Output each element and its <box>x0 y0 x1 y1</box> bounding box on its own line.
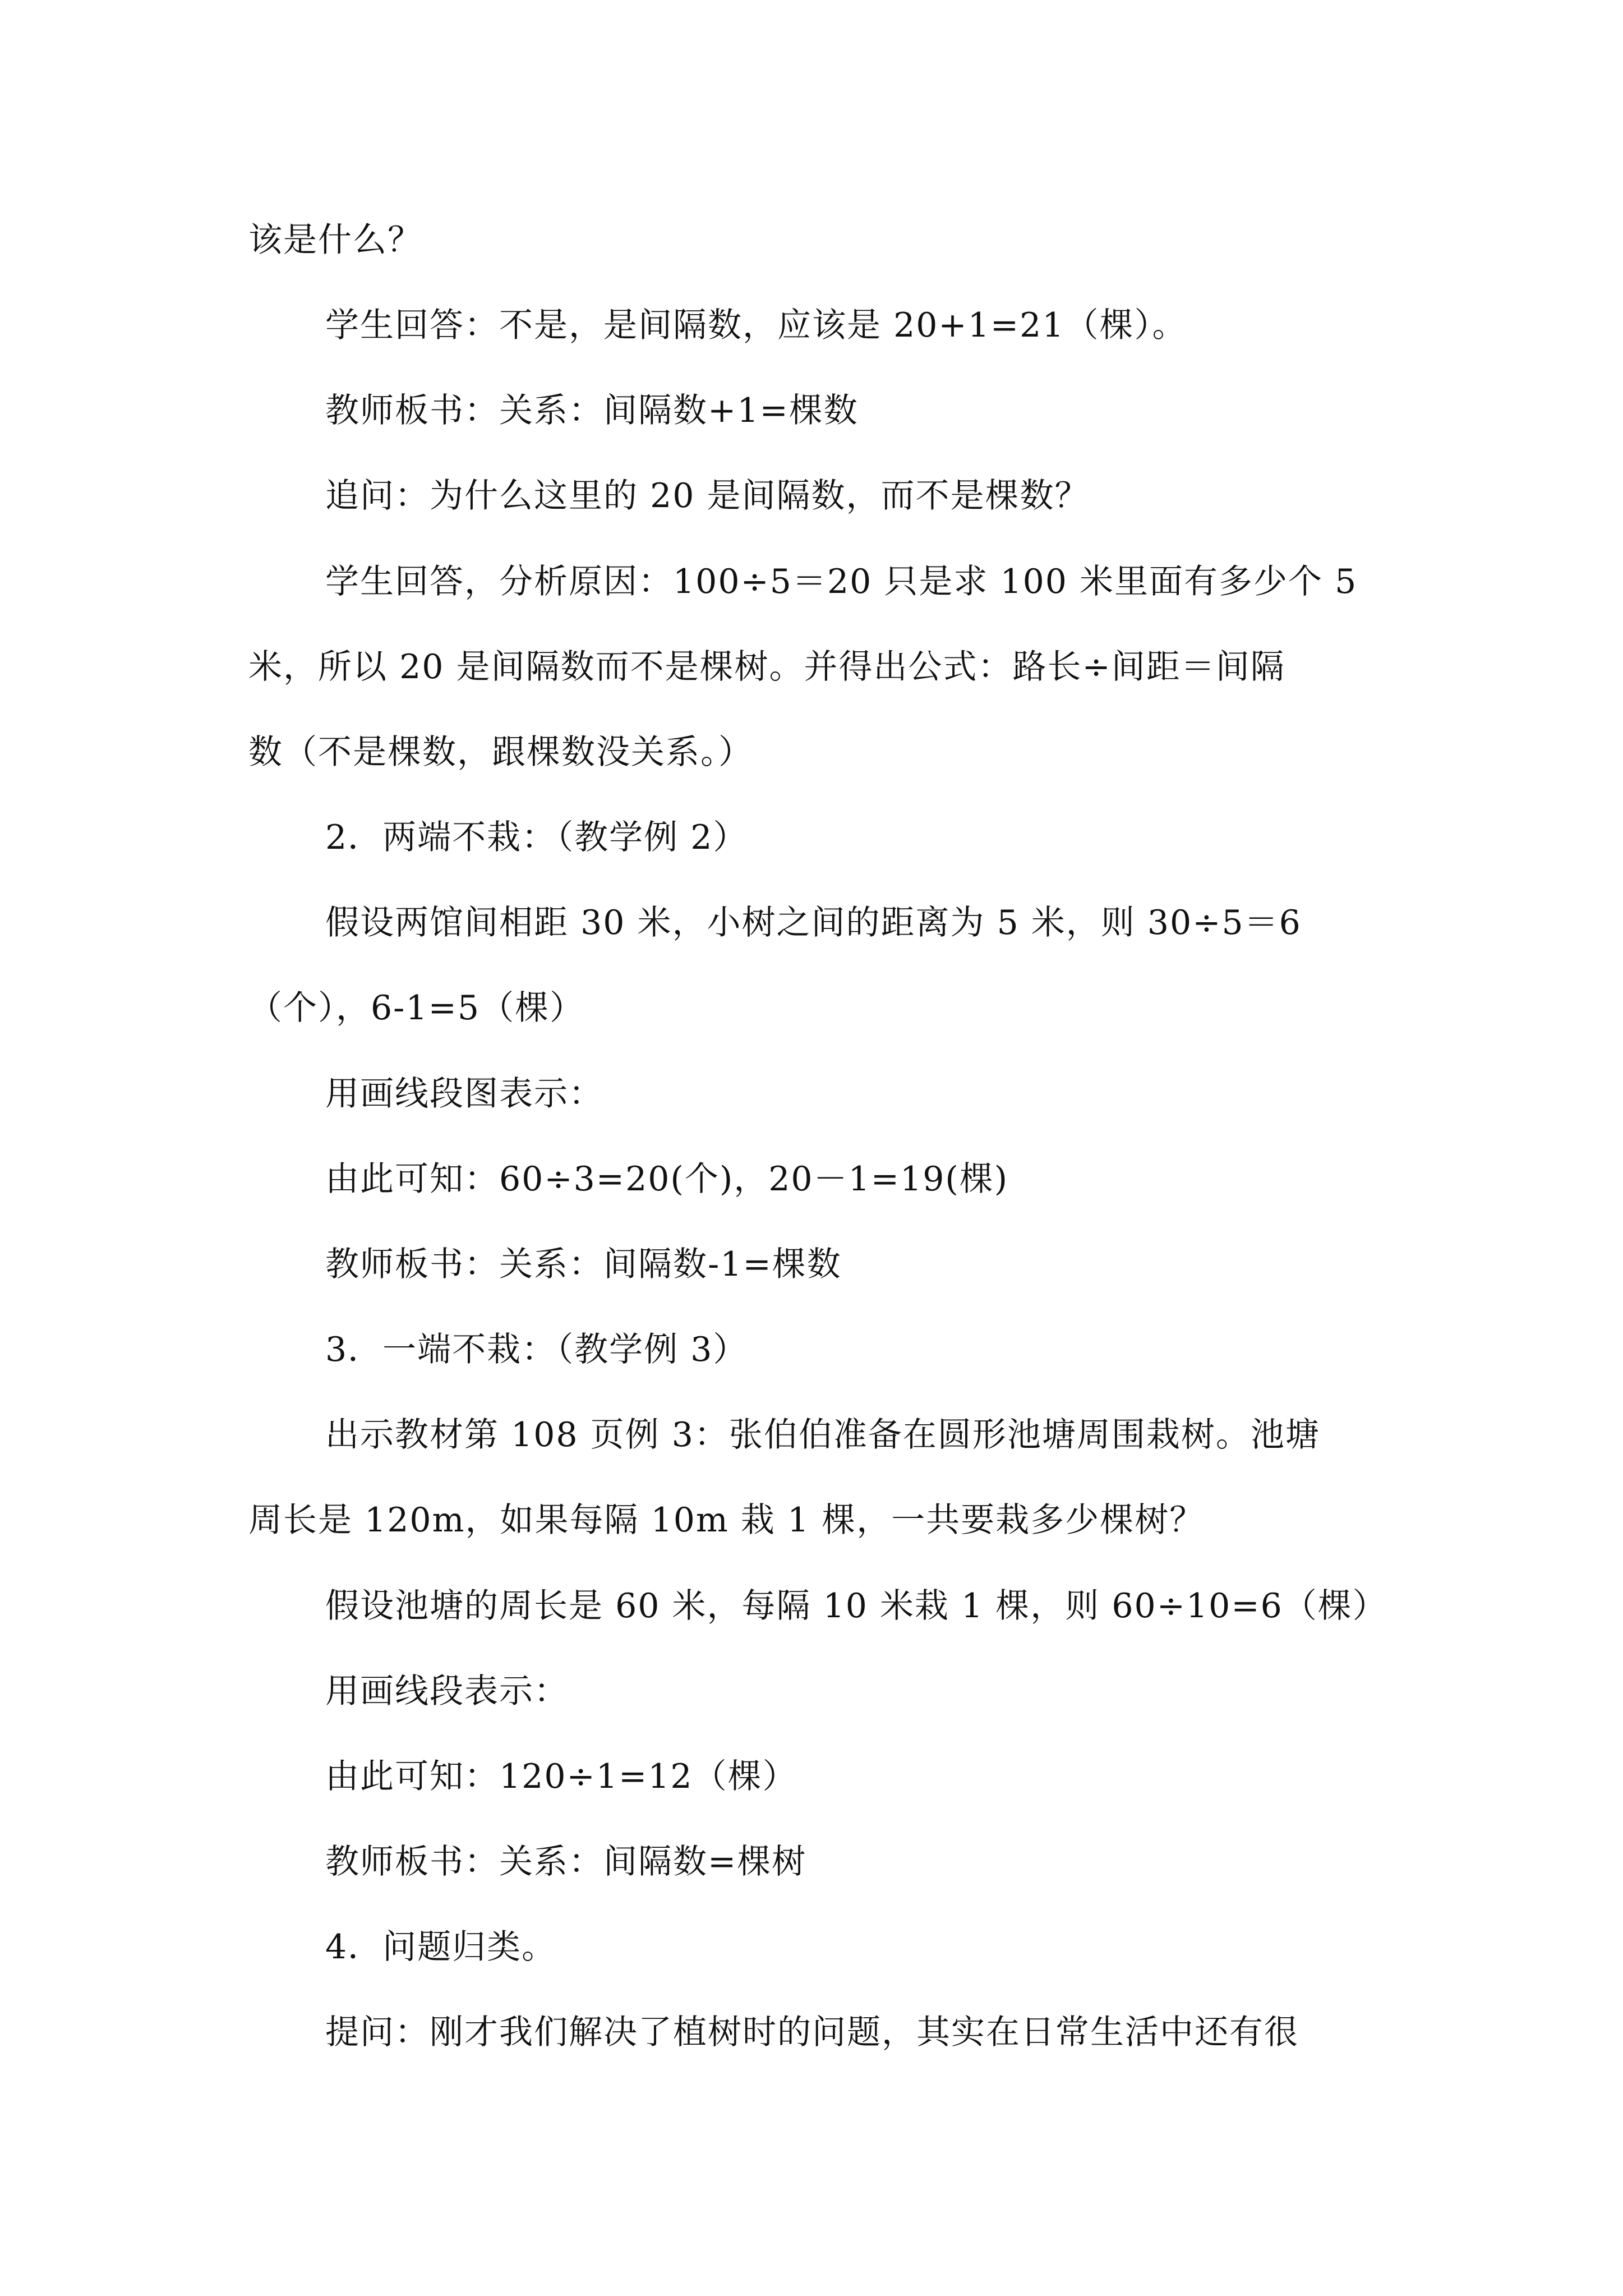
text-line: 学生回答：不是，是间隔数，应该是 20+1=21（棵）。 <box>325 306 1187 345</box>
text-line: 追问：为什么这里的 20 是间隔数，而不是棵数？ <box>325 476 1090 516</box>
text-line: 4．问题归类。 <box>325 1927 557 1967</box>
text-line: 该是什么？ <box>248 220 422 260</box>
text-line: 3．一端不栽：（教学例 3） <box>325 1330 748 1369</box>
text-line: 用画线段图表示： <box>325 1074 603 1114</box>
text-line: 数（不是棵数，跟棵数没关系。） <box>248 733 753 772</box>
text-line: 教师板书：关系：间隔数=棵树 <box>325 1842 807 1881</box>
text-line: 2．两端不栽：（教学例 2） <box>325 818 748 857</box>
text-line: 用画线段表示： <box>325 1672 569 1711</box>
text-line: 教师板书：关系：间隔数-1=棵数 <box>325 1245 842 1284</box>
text-line: 假设两馆间相距 30 米，小树之间的距离为 5 米，则 30÷5＝6 <box>325 903 1302 942</box>
text-line: 出示教材第 108 页例 3：张伯伯准备在圆形池塘周围栽树。池塘 <box>325 1415 1320 1455</box>
text-line: 周长是 120m，如果每隔 10m 栽 1 棵，一共要栽多少棵树？ <box>248 1501 1205 1540</box>
text-line: （个），6-1=5（棵） <box>248 988 585 1028</box>
text-line: 米，所以 20 是间隔数而不是棵树。并得出公式：路长÷间距＝间隔 <box>248 647 1285 687</box>
text-line: 假设池塘的周长是 60 米，每隔 10 米栽 1 棵，则 60÷10=6（棵） <box>325 1586 1387 1626</box>
text-line: 学生回答，分析原因：100÷5＝20 只是求 100 米里面有多少个 5 <box>325 562 1358 601</box>
text-line: 提问：刚才我们解决了植树时的问题，其实在日常生活中还有很 <box>325 2013 1299 2052</box>
text-line: 教师板书：关系：间隔数+1=棵数 <box>325 391 859 430</box>
text-line: 由此可知：120÷1=12（棵） <box>325 1757 797 1796</box>
text-line: 由此可知：60÷3=20(个)，20－1=19(棵) <box>325 1159 1009 1199</box>
